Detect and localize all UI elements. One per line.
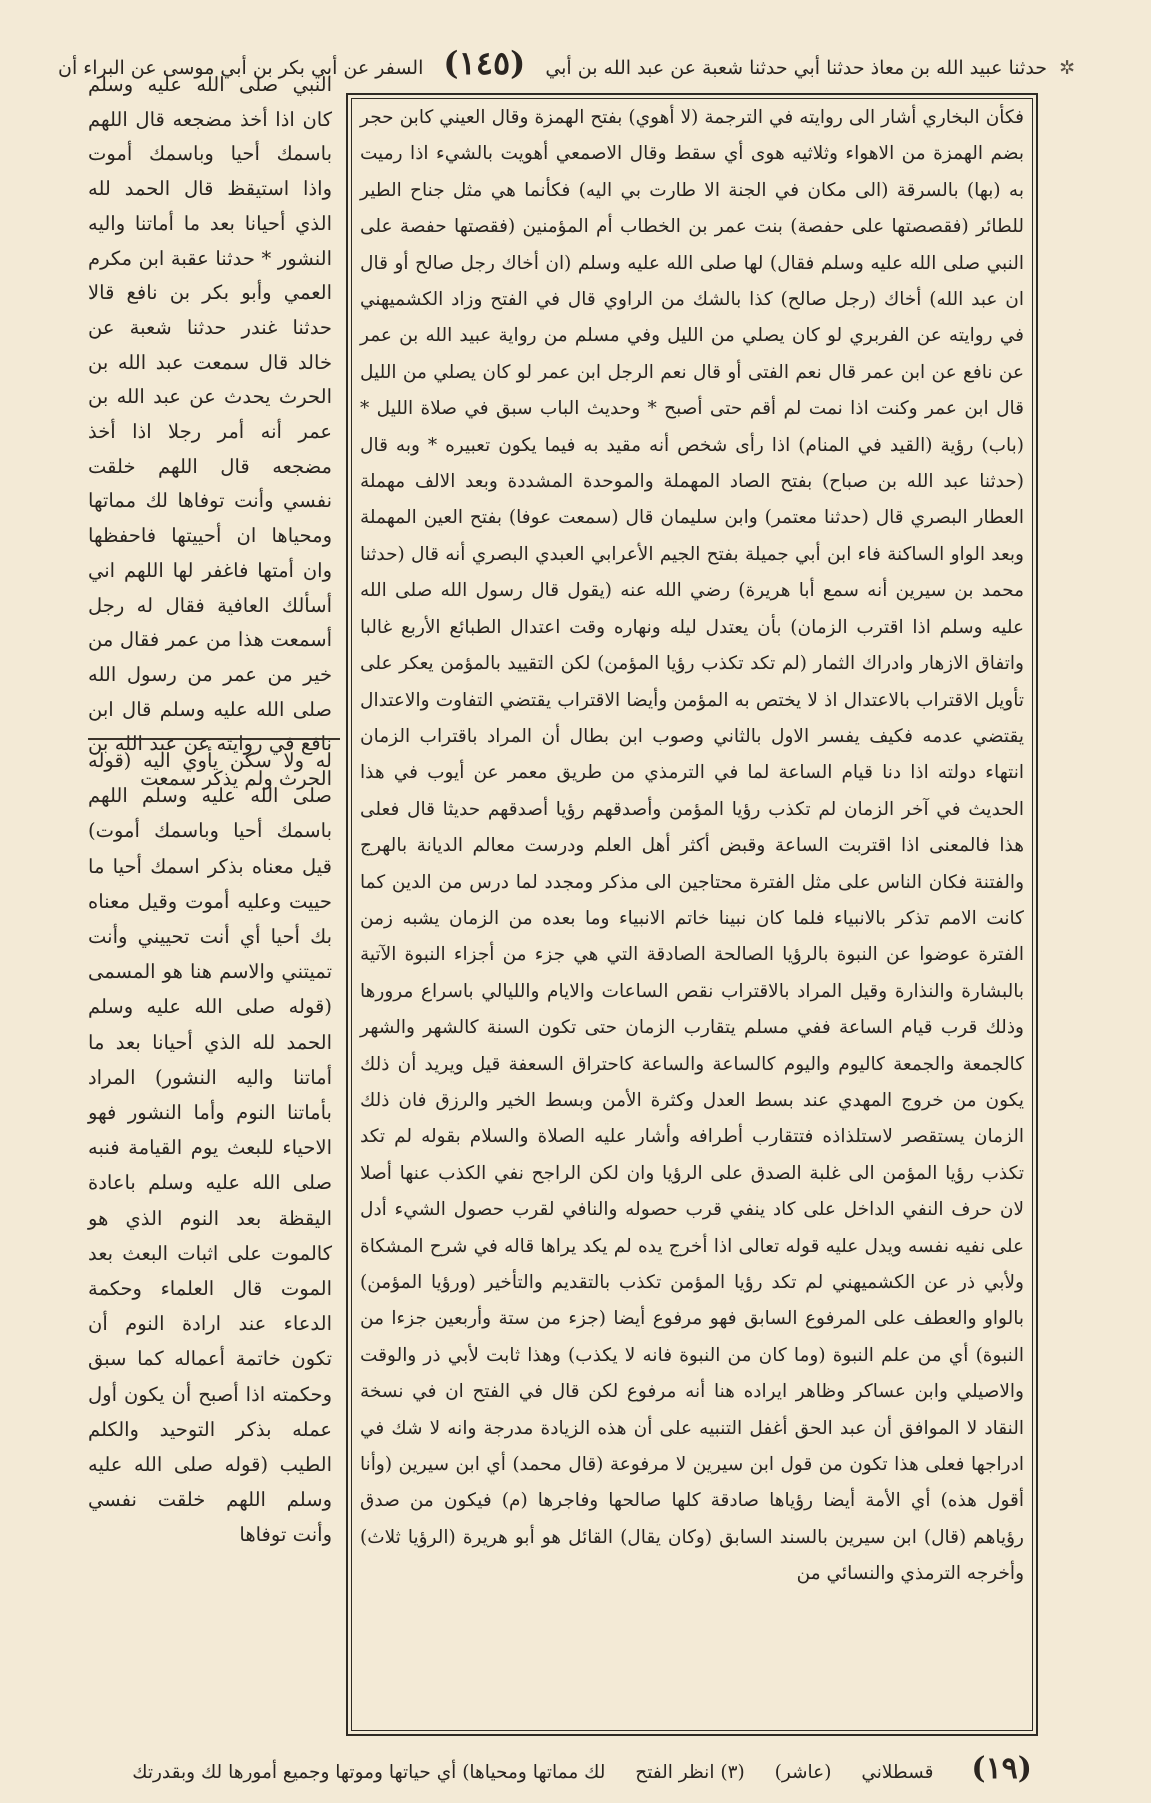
main-commentary-paragraph: فكأن البخاري أشار الى روايته في الترجمة (لا أهوي) بفتح الهمزة وقال العيني كابن حجر بضم الهمزة من الاهواء وثلاثيه هوى أي سقط وقال الاصمعي أهويت بالشيء اذا رميت به (بها) بالسرقة (الى مكان في الجنة الا طارت بي اليه) فكأنما هي مثل جناح الطير للطائر (فقصصتها على حفصة) بنت عمر بن الخطاب أم المؤمنين (فقصتها حفصة على النبي صلى الله عليه وسلم فقال) لها صلى الله عليه وسلم (ان أخاك رجل صالح أو قال ان عبد الله) أخاك (رجل صالح) كذا بالشك من الراوي قال في الفتح وزاد الكشميهني في روايته عن الفربري لو كان يصلي من الليل وفي مسلم من رواية عبيد الله بن عمر عن نافع عن ابن عمر قال نعم الفتى أو قال نعم الرجل ابن عمر لو كان يصلي من الليل قال ابن عمر وكنت اذا نمت لم أقم حتى أصبح * وحديث الباب سبق في صلاة الليل * (باب) رؤية (القيد في المنام) اذا رأى شخص أنه مقيد به فيما يكون تعبيره * وبه قال (حدثنا عبد الله بن صباح) بفتح الصاد المهملة والموحدة المشددة وبعد الالف مهملة العطار البصري قال (حدثنا معتمر) وابن سليمان قال (سمعت عوفا) بفتح العين المهملة وبعد الواو الساكنة فاء ابن أبي جميلة بفتح الجيم الأعرابي العبدي البصري أنه قال (حدثنا محمد بن سيرين أنه سمع أبا هريرة) رضي الله عنه (يقول قال رسول الله صلى الله عليه وسلم اذا اقترب الزمان) بأن يعتدل ليله ونهاره وقت اعتدال الطبائع الأربع غالبا واتفاق الازهار وادراك الثمار (لم تكد تكذب رؤيا المؤمن) لكن التقييد بالمؤمن يعكر على تأويل الاقتراب بالاعتدال اذ لا يختص به المؤمن وأيضا الاقتراب يقتضي التفاوت والاعتدال يقتضي عدمه فكيف يفسر الاول بالثاني وصوب ابن بطال أن المراد باقتراب الزمان انتهاء دولته اذا دنا قيام الساعة لما في الترمذي من طريق معمر عن أيوب في هذا الحديث في آخر الزمان لم تكذب رؤيا المؤمن وأصدقهم رؤيا أصدقهم حديثا قال فعلى هذا فالمعنى اذا اقتربت الساعة وقبض أكثر أهل العلم ودرست معالم الديانة بالهرج والفتنة فكان الناس على مثل الفترة محتاجين الى مذكر ومجدد لما درس من الدين كما كانت الامم تذكر بالانبياء فلما كان نبينا خاتم الانبياء وما بعده من الزمان يشبه زمن الفترة عوضوا عن النبوة بالرؤيا الصالحة الصادقة التي هي جزء من أجزاء النبوة الآتية بالبشارة والنذارة وقيل المراد بالاقتراب نقص الساعات والايام والليالي باسراع مرورها وذلك قرب قيام الساعة ففي مسلم يتقارب الزمان حتى تكون السنة كالشهر والشهر كالجمعة والجمعة كاليوم واليوم كالساعة والساعة كاحتراق السعفة قيل ويريد أن ذلك يكون من خروج المهدي عند بسط العدل وكثرة الأمن وبسط الخير والرزق فان ذلك الزمان يستقصر لاستلذاذه فتتقارب أطرافه وأشار عليه الصلاة والسلام بقوله لم تكد تكذب رؤيا المؤمن الى غلبة الصدق على الرؤيا وان لكن الراجح نفي الكذب عنها أصلا لان حرف النفي الداخل على كاد ينفي قرب حصوله والنافي لقرب حصول الشيء أدل على نفيه نفسه ويدل عليه قوله تعالى اذا أخرج يده لم يكد يراها قاله في شرح المشكاة ولأبي ذر عن الكشميهني لم تكد رؤيا المؤمن تكذب بالتقديم والتأخير (ورؤيا المؤمن) بالواو والعطف على المرفوع السابق فهو مرفوع أيضا (جزء من ستة وأربعين جزءا من النبوة) أي من علم النبوة (وما كان من النبوة فانه لا يكذب) وهذا ثابت لأبي ذر والوقت والاصيلي وابن عساكر وظاهر ايراده هنا أنه مرفوع لكن قال في الفتح ان في نسخة النقاد لا الموافق أن عبد الحق أغفل التنبيه على أن هذه الزيادة مدرجة وانه لا شك في ادراجها فعلى هذا تكون من قول ابن سيرين لا مرفوعة (قال محمد) أي ابن سيرين (وأنا أقول هذه) أي الأمة أيضا رؤياها صادقة كلها صالحها وفاجرها (م) فيكون من صدق رؤياهم (قال) ابن سيرين بالسند السابق (وكان يقال) القائل هو أبو هريرة (الرؤيا ثلاث) وأخرجه الترمذي والنسائي من: [360, 107, 1024, 1585]
left-column-hadith-text: [88, 68, 332, 791]
page-number: (١٤٥): [443, 44, 526, 82]
header-star-icon: ✲: [1059, 57, 1075, 79]
left-column-bottom-paragraph: له ولا سكن يأوي اليه (قوله صلى الله عليه وسلم اللهم باسمك أحيا وباسمك أموت) قيل معناه بذكر اسمك أحيا ما حييت وعليه أموت وقيل معناه بك أحيا أي أنت تحييني وأنت تميتني والاسم هنا هو المسمى (قوله صلى الله عليه وسلم الحمد لله الذي أحيانا بعد ما أماتنا واليه النشور) المراد بأماتنا النوم وأما النشور فهو الاحياء للبعث يوم القيامة فنبه صلى الله عليه وسلم باعادة اليقظة بعد النوم الذي هو كالموت على اثبات البعث بعد الموت قال العلماء وحكمة الدعاء عند ارادة النوم أن تكون خاتمة أعماله كما سبق وحكمته اذا أصبح أن يكون أول عمله بذكر التوحيد والكلم الطيب (قوله صلى الله عليه وسلم اللهم خلقت نفسي وأنت توفاها: [88, 749, 332, 1547]
left-column-divider: [88, 738, 340, 740]
volume-label: (عاشر): [774, 1762, 832, 1783]
footnote-reference: (٣) انظر الفتح: [635, 1762, 745, 1783]
header-right-text: حدثنا عبيد الله بن معاذ حدثنا أبي حدثنا شعبة عن عبد الله بن أبي: [545, 57, 1048, 79]
page-footer: [100, 1745, 1040, 1793]
left-column-top-paragraph: النبي صلى الله عليه وسلم كان اذا أخذ مضجعه قال اللهم باسمك أحيا وباسمك أموت واذا استيقظ قال الحمد لله الذي أحيانا بعد ما أماتنا واليه النشور * حدثنا عقبة ابن مكرم العمي وأبو بكر بن نافع قالا حدثنا غندر حدثنا شعبة عن خالد قال سمعت عبد الله بن الحرث يحدث عن عبد الله بن عمر أنه أمر رجلا اذا أخذ مضجعه قال اللهم خلقت نفسي وأنت توفاها لك مماتها ومحياها ان أحييتها فاحفظها وان أمتها فاغفر لها اللهم اني أسألك العافية فقال له رجل أسمعت هذا من عمر فقال من خير من عمر من رسول الله صلى الله عليه وسلم قال ابن نافع في روايته عن عبد الله بن الحرث ولم يذكر سمعت: [88, 73, 332, 791]
left-column-commentary: [88, 743, 332, 1803]
signature-number: (١٩): [971, 1751, 1032, 1786]
signature-label: قسطلاني: [861, 1762, 934, 1783]
main-commentary: [360, 100, 1024, 1725]
left-column: [88, 68, 332, 1728]
footer-note-text: لك مماتها ومحياها) أي حياتها وموتها وجميع أمورها لك وبقدرتك: [132, 1762, 606, 1783]
header-left-text: السفر عن أبي بكر بن أبي موسى عن البراء أن: [58, 57, 424, 79]
